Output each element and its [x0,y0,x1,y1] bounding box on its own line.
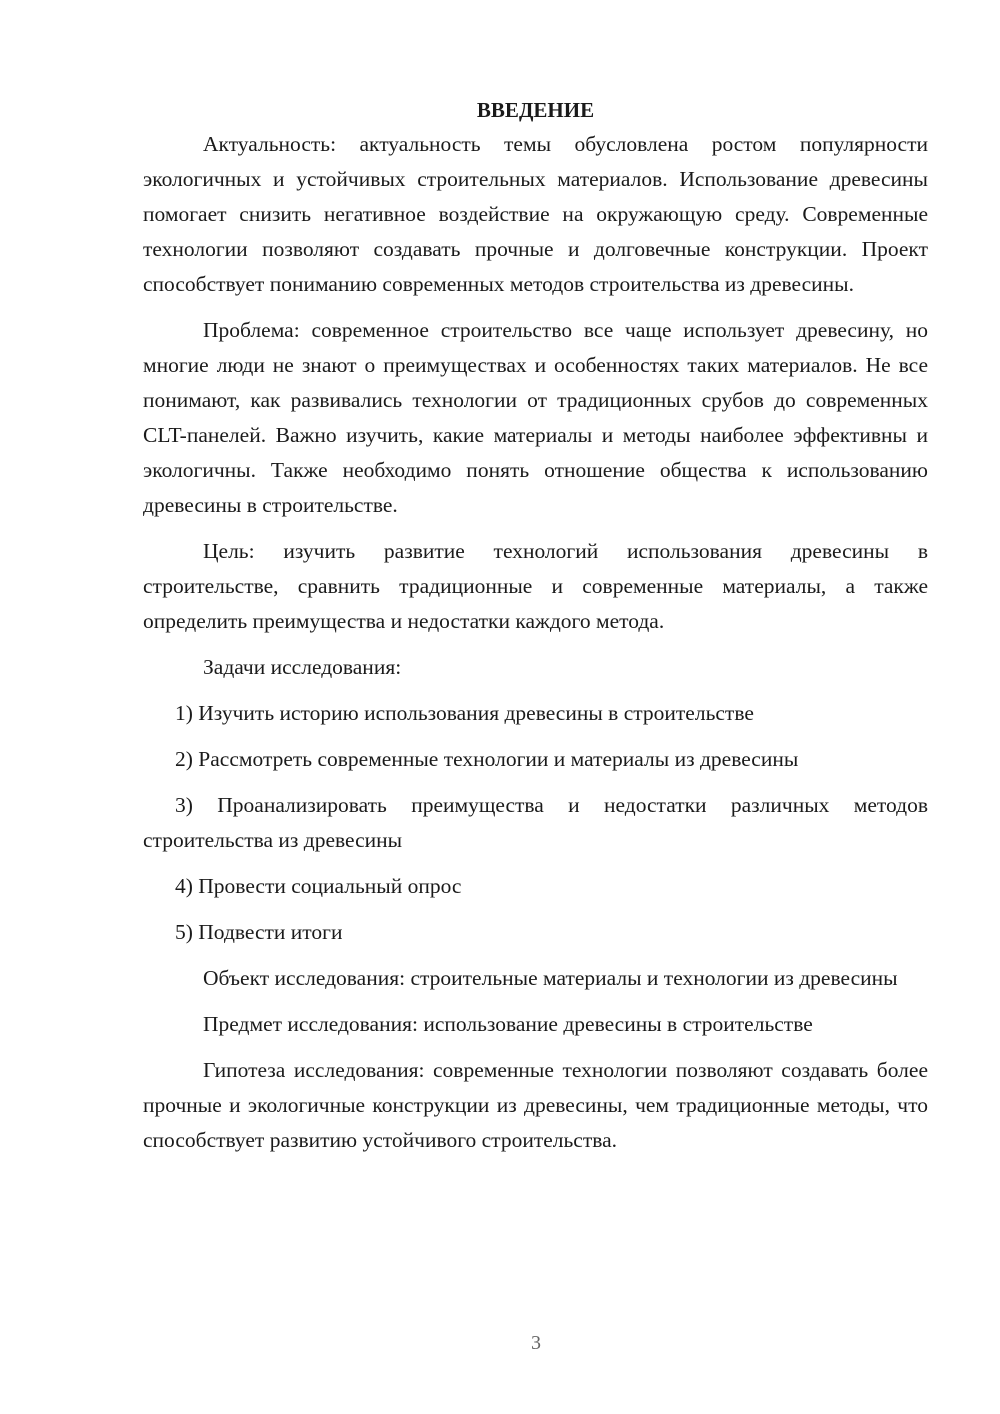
hypothesis-paragraph: Гипотеза исследования: современные технологии позволяют создавать более прочные и экологичные конструкции из древесины, чем традиционные методы, что способствует развитию устойчивого строительства. [143,1058,928,1152]
problem-paragraph: Проблема: современное строительство все чаще использует древесину, но многие люди не знают о преимуществах и особенностях таких материалов. Не все понимают, как развивались технологии от традиционных срубов до современных CLT-панелей. Важно изучить, какие материалы и методы наиболее эффективны и экологичны. Также необходимо понять отношение общества к использованию древесины в строительстве. [143,318,928,517]
subject-paragraph: Предмет исследования: использование древесины в строительстве [203,1012,813,1036]
relevance-paragraph: Актуальность: актуальность темы обусловлена ростом популярности экологичных и устойчивых строительных материалов. Использование древесины помогает снизить негативное воздействие на окружающую среду. Современные технологии позволяют создавать прочные и долговечные конструкции. Проект способствует пониманию современных методов строительства из древесины. [143,132,928,296]
task-item-4: 4) Провести социальный опрос [175,874,462,898]
page-title: ВВЕДЕНИЕ [476,98,595,122]
page-content [143,94,928,1169]
tasks-heading: Задачи исследования: [203,655,402,679]
task-item-3: 3) Проанализировать преимущества и недостатки различных методов строительства из древесины [143,793,928,852]
goal-paragraph: Цель: изучить развитие технологий использования древесины в строительстве, сравнить традиционные и современные материалы, а также определить преимущества и недостатки каждого метода. [143,539,928,633]
object-paragraph: Объект исследования: строительные материалы и технологии из древесины [203,966,898,990]
task-item-5: 5) Подвести итоги [175,920,343,944]
task-item-2: 2) Рассмотреть современные технологии и материалы из древесины [175,747,799,771]
page-number: 3 [531,1332,541,1354]
task-item-1: 1) Изучить историю использования древесины в строительстве [175,701,754,725]
